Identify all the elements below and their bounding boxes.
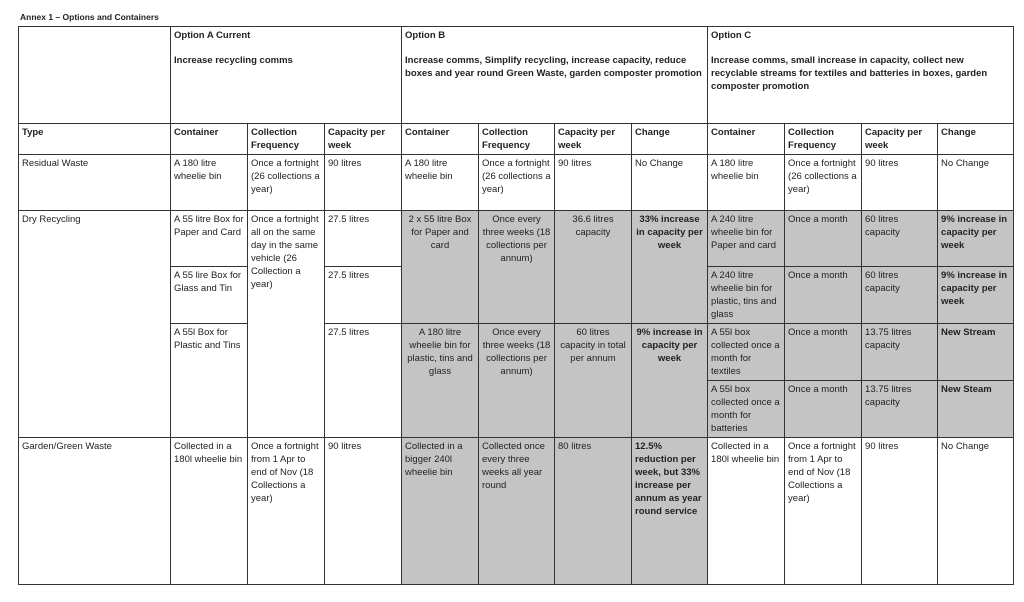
dry-c-frequency-3: Once a month [785,324,862,381]
option-b-description: Increase comms, Simplify recycling, increase capacity, reduce boxes and year round Green Waste, garden composter promotion [405,55,702,79]
garden-c-change: No Change [938,438,1014,585]
header-c-container: Container [708,124,785,155]
residual-b-capacity: 90 litres [555,155,632,211]
annex-title: Annex 1 – Options and Containers [20,12,159,22]
header-a-capacity: Capacity per week [325,124,402,155]
dry-c-frequency-1: Once a month [785,211,862,267]
header-b-capacity: Capacity per week [555,124,632,155]
residual-c-capacity: 90 litres [862,155,938,211]
garden-b-capacity: 80 litres [555,438,632,585]
garden-c-container: Collected in a 180l wheelie bin [708,438,785,585]
dry-c-frequency-2: Once a month [785,267,862,324]
header-a-container: Container [171,124,248,155]
residual-a-container: A 180 litre wheelie bin [171,155,248,211]
dry-b-container-1: 2 x 55 litre Box for Paper and card [402,211,479,324]
garden-a-capacity: 90 litres [325,438,402,585]
residual-c-change: No Change [938,155,1014,211]
dry-c-frequency-4: Once a month [785,381,862,438]
dry-c-change-2: 9% increase in capacity per week [938,267,1014,324]
dry-c-change-1: 9% increase in capacity per week [938,211,1014,267]
dry-a-capacity-1: 27.5 litres [325,211,402,267]
residual-a-frequency: Once a fortnight (26 collections a year) [248,155,325,211]
dry-c-container-3: A 55l box collected once a month for textiles [708,324,785,381]
residual-b-change: No Change [632,155,708,211]
residual-b-container: A 180 litre wheelie bin [402,155,479,211]
garden-a-frequency: Once a fortnight from 1 Apr to end of Nov (18 Collections a year) [248,438,325,585]
garden-b-container: Collected in a bigger 240l wheelie bin [402,438,479,585]
option-c-heading [708,27,1014,124]
dry-b-change-1: 33% increase in capacity per week [632,211,708,324]
option-a-description: Increase recycling comms [174,55,293,66]
residual-waste-row [19,155,1014,211]
dry-c-container-1: A 240 litre wheelie bin for Paper and card [708,211,785,267]
dry-a-container-1: A 55 litre Box for Paper and Card [171,211,248,267]
dry-c-capacity-1: 60 litres capacity [862,211,938,267]
dry-c-capacity-2: 60 litres capacity [862,267,938,324]
residual-a-capacity: 90 litres [325,155,402,211]
option-heading-row [19,27,1014,124]
dry-b-frequency-1: Once every three weeks (18 collections per annum) [479,211,555,324]
dry-c-change-4: New Steam [938,381,1014,438]
residual-c-container: A 180 litre wheelie bin [708,155,785,211]
option-b-title: Option B [405,30,446,41]
dry-a-capacity-3: 27.5 litres [325,324,402,438]
header-c-change: Change [938,124,1014,155]
option-c-description: Increase comms, small increase in capacity, collect new recyclable streams for textiles and batteries in boxes, garden composter promotion [711,55,988,92]
options-table [18,26,1014,585]
dry-c-capacity-3: 13.75 litres capacity [862,324,938,381]
header-type: Type [19,124,171,155]
residual-c-frequency: Once a fortnight (26 collections a year) [785,155,862,211]
header-b-container: Container [402,124,479,155]
option-b-heading [402,27,708,124]
option-a-heading [171,27,402,124]
option-c-title: Option C [711,30,752,41]
dry-b-frequency-2: Once every three weeks (18 collections per annum) [479,324,555,438]
residual-type: Residual Waste [19,155,171,211]
dry-b-capacity-1: 36.6 litres capacity [555,211,632,324]
garden-b-frequency: Collected once every three weeks all year round [479,438,555,585]
residual-b-frequency: Once a fortnight (26 collections a year) [479,155,555,211]
header-b-frequency: Collection Frequency [479,124,555,155]
column-header-row [19,124,1014,155]
garden-waste-row [19,438,1014,585]
dry-a-container-3: A 55l Box for Plastic and Tins [171,324,248,438]
dry-c-container-2: A 240 litre wheelie bin for plastic, tins and glass [708,267,785,324]
dry-recycling-row-1 [19,211,1014,267]
dry-c-capacity-4: 13.75 litres capacity [862,381,938,438]
dry-b-container-2: A 180 litre wheelie bin for plastic, tins and glass [402,324,479,438]
garden-c-capacity: 90 litres [862,438,938,585]
dry-type: Dry Recycling [19,211,171,438]
dry-a-frequency: Once a fortnight all on the same day in the same vehicle (26 Collection a year) [248,211,325,438]
garden-c-frequency: Once a fortnight from 1 Apr to end of Nov (18 Collections a year) [785,438,862,585]
dry-c-container-4: A 55l box collected once a month for batteries [708,381,785,438]
header-c-frequency: Collection Frequency [785,124,862,155]
option-a-title: Option A Current [174,30,251,41]
dry-c-change-3: New Stream [938,324,1014,381]
dry-b-capacity-2: 60 litres capacity in total per annum [555,324,632,438]
header-c-capacity: Capacity per week [862,124,938,155]
garden-b-change: 12.5% reduction per week, but 33% increase per annum as year round service [632,438,708,585]
dry-b-change-2: 9% increase in capacity per week [632,324,708,438]
header-b-change: Change [632,124,708,155]
garden-type: Garden/Green Waste [19,438,171,585]
garden-a-container: Collected in a 180l wheelie bin [171,438,248,585]
dry-a-capacity-2: 27.5 litres [325,267,402,324]
blank-corner-cell [19,27,171,124]
dry-a-container-2: A 55 lire Box for Glass and Tin [171,267,248,324]
header-a-frequency: Collection Frequency [248,124,325,155]
